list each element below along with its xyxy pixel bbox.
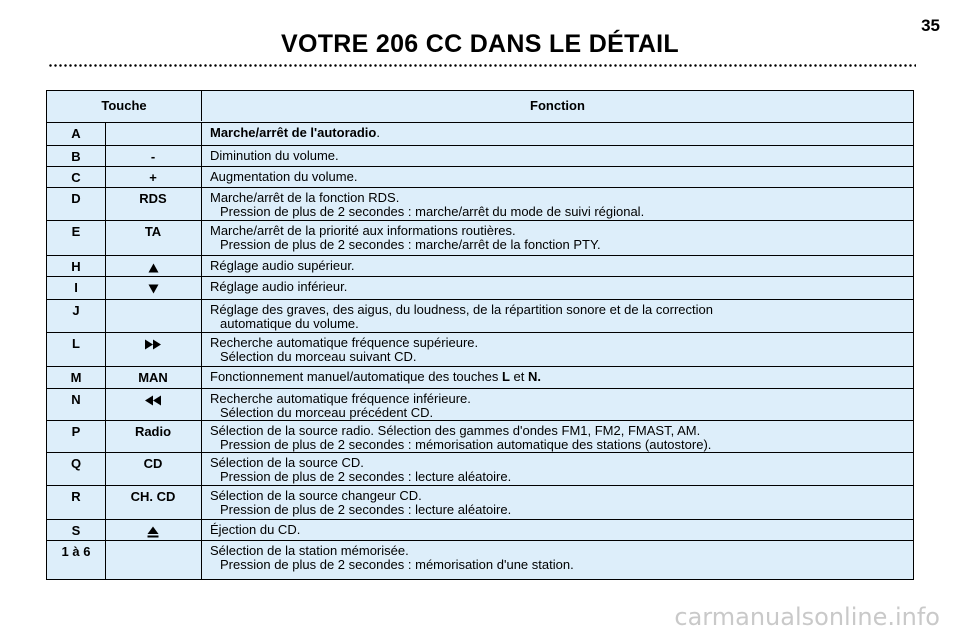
key-letter: N [71,392,81,407]
description-line-2: Sélection du morceau précédent CD. [220,405,434,420]
table-row [47,367,913,389]
description-line-1 [210,125,380,140]
watermark: carmanualsonline.info [674,603,940,631]
table-row [47,188,913,221]
triangle-up-icon [105,259,201,274]
description-line-1: Réglage audio supérieur. [210,258,355,273]
key-letter: P [71,424,81,439]
description-line-2: automatique du volume. [220,316,359,331]
function-description [210,191,905,219]
dotted-divider [48,64,916,67]
table-row [47,167,913,188]
key-letter: L [72,336,80,351]
description-line-2: Sélection du morceau suivant CD. [220,349,417,364]
description-text: et [509,369,528,384]
table-row [47,277,913,300]
page-number: 35 [921,16,940,35]
key-letter: 1 à 6 [61,544,91,559]
rewind-icon [105,392,201,407]
description-line-1 [210,369,541,384]
description-line-1: Éjection du CD. [210,522,301,537]
table-row [47,421,913,453]
function-description [210,489,905,517]
key-letter: I [74,280,78,295]
description-line-1: Réglage audio inférieur. [210,279,348,294]
function-description [210,149,905,163]
description-line-1: Augmentation du volume. [210,169,358,184]
key-letter: H [71,259,81,274]
function-description [210,126,905,140]
function-description [210,259,905,273]
description-line-1: Sélection de la source CD. [210,455,364,470]
table-row [47,486,913,520]
table-row [47,256,913,277]
function-description [210,370,905,384]
table-row [47,333,913,367]
button-label: RDS [139,191,167,206]
table-row [47,221,913,256]
key-ref-n: N. [528,369,541,384]
description-bold: Marche/arrêt de l'autoradio [210,125,377,140]
eject-icon [105,523,201,538]
description-line-1: Diminution du volume. [210,148,339,163]
description-line-2: Pression de plus de 2 secondes : lecture aléatoire. [220,502,512,517]
page-title: VOTRE 206 CC DANS LE DÉTAIL [281,30,679,58]
description-line-1: Marche/arrêt de la fonction RDS. [210,190,400,205]
function-description [210,424,905,452]
function-description [210,303,905,331]
function-description [210,170,905,184]
function-table [46,90,914,580]
key-letter: R [71,489,81,504]
button-label: + [149,170,157,185]
key-letter: J [72,303,80,318]
description-line-2: Pression de plus de 2 secondes : mémorisation d'une station. [220,557,574,572]
key-letter: M [70,370,82,385]
button-label: Radio [134,424,172,439]
description-text: Fonctionnement manuel/automatique des touches [210,369,502,384]
button-label: MAN [138,370,168,385]
function-description [210,456,905,484]
table-row [47,453,913,486]
button-label: CD [143,456,163,471]
key-letter: Q [70,456,82,471]
triangle-down-icon [105,280,201,295]
button-label: - [150,149,156,164]
function-description [210,336,905,364]
key-letter: A [71,126,81,141]
function-description [210,544,905,572]
header-touche: Touche [101,98,147,113]
table-row [47,300,913,333]
table-row [47,146,913,167]
table-row [47,541,913,579]
button-label: TA [144,224,162,239]
fast-forward-icon [105,336,201,351]
description-line-1: Recherche automatique fréquence inférieure. [210,391,471,406]
function-description [210,280,905,294]
table-row [47,123,913,146]
table-header [47,91,913,123]
header-fonction: Fonction [201,91,913,121]
key-letter: S [71,523,81,538]
description-line-1: Sélection de la source changeur CD. [210,488,422,503]
table-row [47,389,913,421]
description-line-1: Sélection de la source radio. Sélection des gammes d'ondes FM1, FM2, FMAST, AM. [210,423,701,438]
description-line-1: Réglage des graves, des aigus, du loudness, de la répartition sonore et de la correction [210,302,713,317]
key-letter: C [71,170,81,185]
description-line-1: Sélection de la station mémorisée. [210,543,409,558]
key-ref-l: L [501,369,510,384]
function-description [210,224,905,252]
description-line-1: Marche/arrêt de la priorité aux informations routières. [210,223,516,238]
description-suffix: . [376,125,380,140]
description-line-2: Pression de plus de 2 secondes : marche/arrêt du mode de suivi régional. [220,204,645,219]
key-letter: E [71,224,81,239]
key-letter: B [71,149,81,164]
table-row [47,520,913,541]
key-letter: D [71,191,81,206]
function-description [210,523,905,537]
description-line-2: Pression de plus de 2 secondes : mémorisation automatique des stations (autostore). [220,437,712,452]
function-description [210,392,905,420]
description-line-2: Pression de plus de 2 secondes : marche/arrêt de la fonction PTY. [220,237,601,252]
description-line-1: Recherche automatique fréquence supérieure. [210,335,479,350]
description-line-2: Pression de plus de 2 secondes : lecture aléatoire. [220,469,512,484]
button-label: CH. CD [130,489,176,504]
